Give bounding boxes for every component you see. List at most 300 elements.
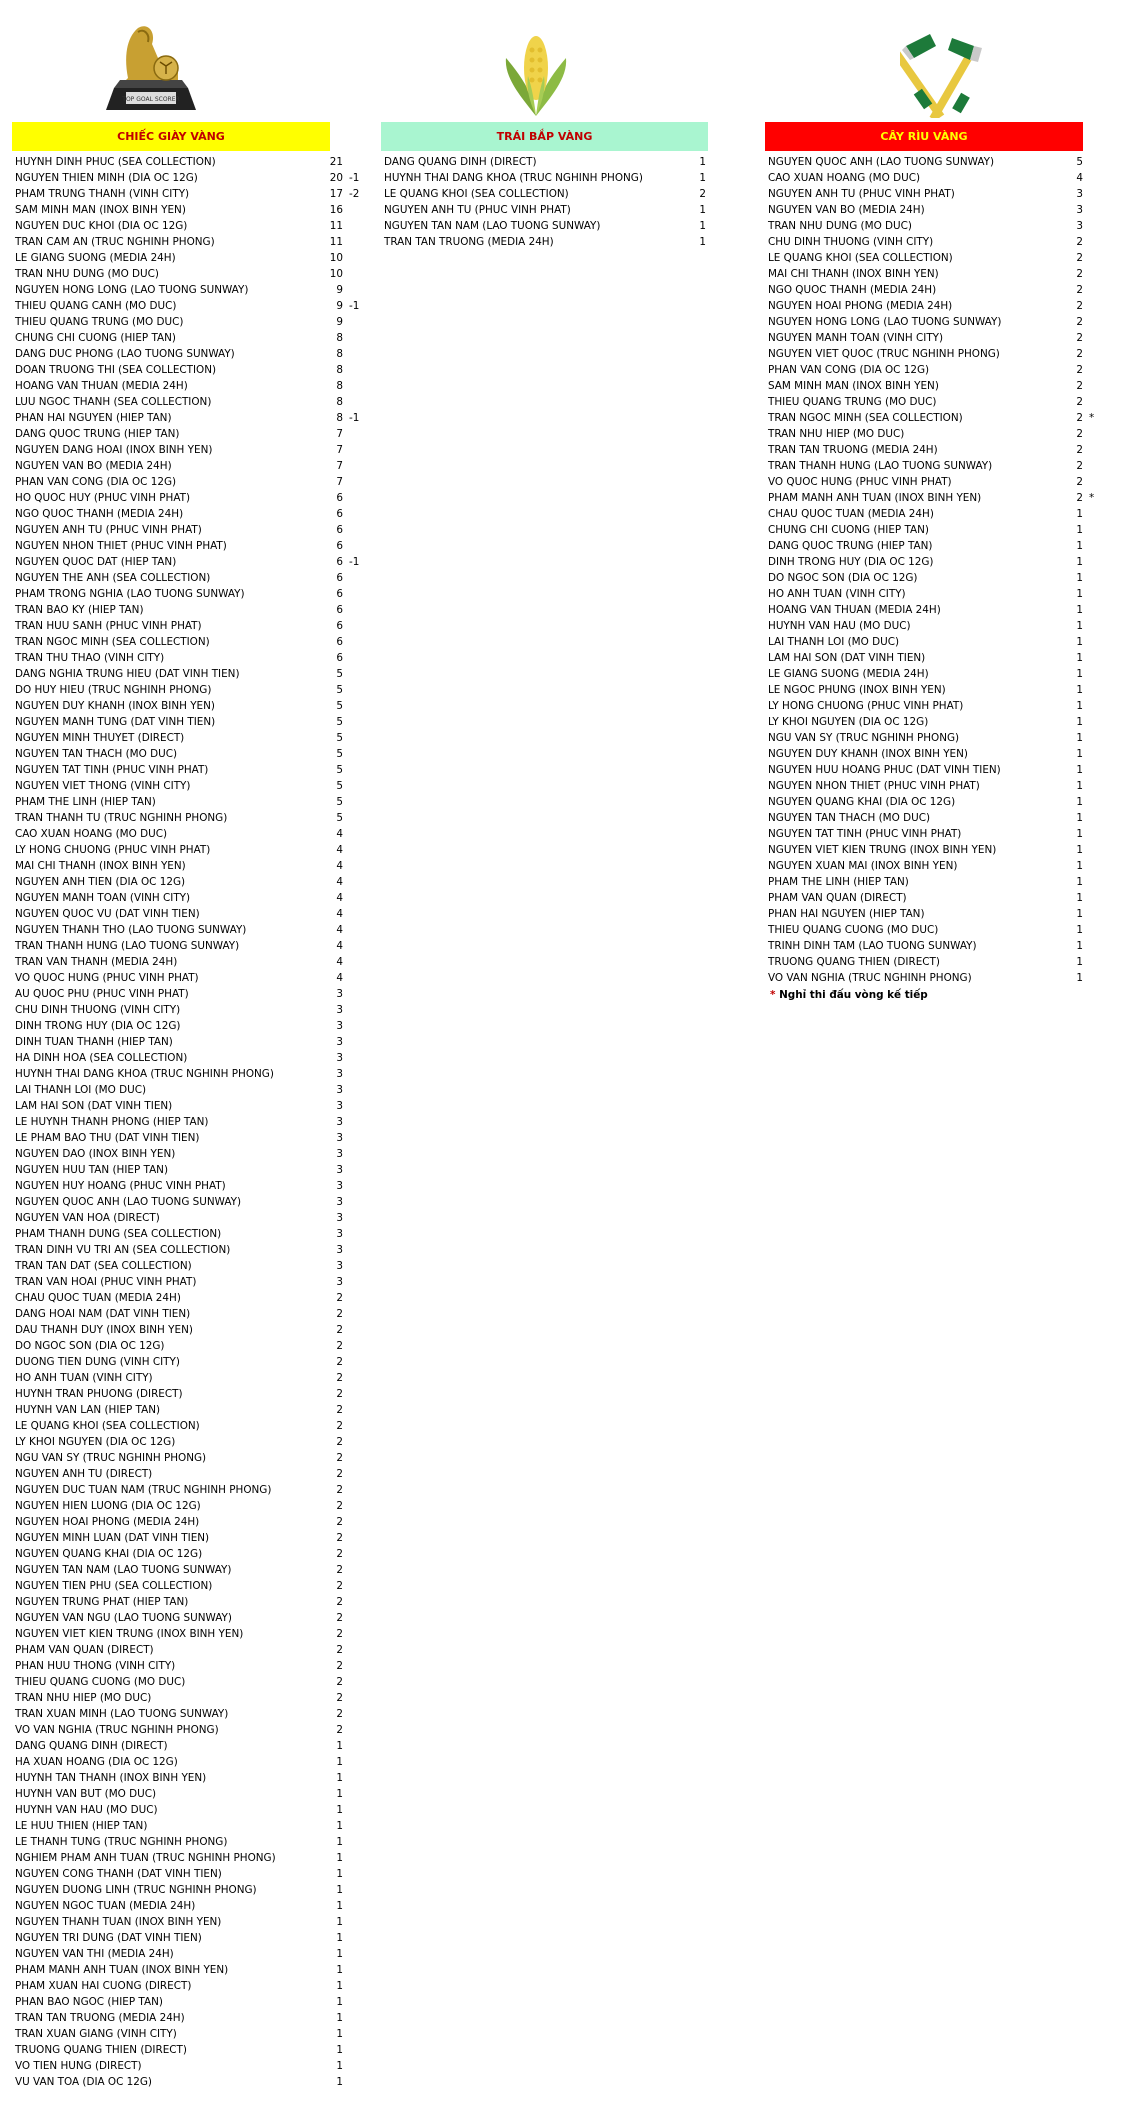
player-note: * (1089, 412, 1095, 424)
player-name: NGUYEN ANH TU (PHUC VINH PHAT) (768, 188, 955, 200)
trophy-plate-text: TOP GOAL SCORER (122, 96, 180, 103)
player-score: 8 (336, 396, 343, 408)
player-name: TRAN DINH VU TRI AN (SEA COLLECTION) (15, 1244, 231, 1256)
player-score: 1 (1076, 972, 1083, 984)
player-name: DANG NGHIA TRUNG HIEU (DAT VINH TIEN) (15, 668, 240, 680)
list-item (768, 282, 1103, 298)
list-item (15, 2074, 345, 2090)
list-item (15, 1466, 345, 1482)
player-name: LAI THANH LOI (MO DUC) (768, 636, 900, 648)
player-score: 2 (336, 1500, 343, 1512)
player-score: 6 (336, 540, 343, 552)
player-name: NGUYEN ANH TU (PHUC VINH PHAT) (15, 524, 202, 536)
list-item (15, 1594, 345, 1610)
player-name: HUYNH DINH PHUC (SEA COLLECTION) (15, 156, 216, 168)
player-name: PHAM MANH ANH TUAN (INOX BINH YEN) (15, 1964, 229, 1976)
player-name: NGU VAN SY (TRUC NGHINH PHONG) (768, 732, 960, 744)
player-score: 5 (336, 700, 343, 712)
player-name: HA XUAN HOANG (DIA OC 12G) (15, 1756, 178, 1768)
player-name: TRAN NHU HIEP (MO DUC) (768, 428, 905, 440)
player-name: NGUYEN DUONG LINH (TRUC NGHINH PHONG) (15, 1884, 257, 1896)
player-name: LAI THANH LOI (MO DUC) (15, 1084, 147, 1096)
player-name: NGUYEN QUOC DAT (HIEP TAN) (15, 556, 177, 568)
player-name: HO ANH TUAN (VINH CITY) (768, 588, 906, 600)
player-score: 6 (336, 492, 343, 504)
player-name: NGUYEN HONG LONG (LAO TUONG SUNWAY) (768, 316, 1002, 328)
player-name: NGUYEN ANH TU (DIRECT) (15, 1468, 153, 1480)
player-score: 3 (336, 1276, 343, 1288)
player-score: 2 (336, 1436, 343, 1448)
player-name: PHAM THE LINH (HIEP TAN) (15, 796, 156, 808)
list-item (15, 1386, 345, 1402)
list-item (15, 1290, 345, 1306)
list-item (768, 970, 1103, 986)
player-name: LE GIANG SUONG (MEDIA 24H) (768, 668, 929, 680)
list-item (15, 1994, 345, 2010)
list-item (15, 1178, 345, 1194)
player-score: 2 (336, 1308, 343, 1320)
player-name: LE NGOC PHUNG (INOX BINH YEN) (768, 684, 946, 696)
player-score: 1 (336, 1772, 343, 1784)
player-name: TRUONG QUANG THIEN (DIRECT) (768, 956, 940, 968)
player-score: 1 (1076, 508, 1083, 520)
player-score: 1 (1076, 844, 1083, 856)
player-name: NGUYEN TAT TINH (PHUC VINH PHAT) (768, 828, 962, 840)
player-score: 1 (336, 2060, 343, 2072)
list-item (15, 1402, 345, 1418)
player-score: 2 (336, 1452, 343, 1464)
list-item (15, 346, 345, 362)
player-score: 1 (1076, 780, 1083, 792)
player-score: 2 (699, 188, 706, 200)
player-score: 2 (336, 1692, 343, 1704)
player-score: 1 (336, 1868, 343, 1880)
player-score: 6 (336, 508, 343, 520)
header-chiec-giay-vang: CHIẾC GIÀY VÀNG (12, 122, 330, 151)
player-name: TRAN NHU DUNG (MO DUC) (15, 268, 159, 280)
player-name: LE QUANG KHOI (SEA COLLECTION) (15, 1420, 200, 1432)
player-name: PHAM XUAN HAI CUONG (DIRECT) (15, 1980, 192, 1992)
player-name: LY KHOI NGUYEN (DIA OC 12G) (15, 1436, 176, 1448)
player-score: 20 (329, 172, 343, 184)
player-score: 3 (336, 988, 343, 1000)
golden-boot-trophy-icon (96, 18, 206, 113)
list-item (15, 810, 345, 826)
list-item (768, 538, 1103, 554)
player-name: LE HUU THIEN (HIEP TAN) (15, 1820, 148, 1832)
list-item (15, 970, 345, 986)
player-name: THIEU QUANG TRUNG (MO DUC) (768, 396, 937, 408)
player-name: PHAM TRUNG THANH (VINH CITY) (15, 188, 190, 200)
player-name: NGUYEN HOAI PHONG (MEDIA 24H) (15, 1516, 200, 1528)
player-name: THIEU QUANG CUONG (MO DUC) (15, 1676, 186, 1688)
player-score: 2 (336, 1580, 343, 1592)
player-score: 1 (699, 156, 706, 168)
player-score: 2 (336, 1644, 343, 1656)
player-score: 7 (336, 428, 343, 440)
player-score: 3 (336, 1132, 343, 1144)
list-item (15, 586, 345, 602)
list-item (768, 682, 1103, 698)
list-item (15, 1162, 345, 1178)
player-score: 2 (1076, 268, 1083, 280)
player-score: 3 (336, 1164, 343, 1176)
list-item (15, 2026, 345, 2042)
list-item (15, 1514, 345, 1530)
player-score: 5 (336, 716, 343, 728)
list-item (15, 986, 345, 1002)
list-item (15, 746, 345, 762)
list-item (768, 842, 1103, 858)
player-name: NGUYEN VAN THI (MEDIA 24H) (15, 1948, 174, 1960)
list-item (15, 394, 345, 410)
player-name: NGUYEN MANH TUNG (DAT VINH TIEN) (15, 716, 216, 728)
player-name: TRAN XUAN GIANG (VINH CITY) (15, 2028, 177, 2040)
list-item (768, 826, 1103, 842)
player-score: 3 (336, 1196, 343, 1208)
list-item (768, 170, 1103, 186)
player-name: DINH TRONG HUY (DIA OC 12G) (15, 1020, 181, 1032)
player-score: 4 (336, 892, 343, 904)
list-item (15, 1690, 345, 1706)
player-name: NGUYEN MINH THUYET (DIRECT) (15, 732, 185, 744)
player-name: TRAN TAN TRUONG (MEDIA 24H) (384, 236, 554, 248)
player-score: 2 (1076, 348, 1083, 360)
player-name: VO QUOC HUNG (PHUC VINH PHAT) (15, 972, 199, 984)
player-name: PHAN HAI NGUYEN (HIEP TAN) (15, 412, 172, 424)
player-name: TRAN BAO KY (HIEP TAN) (15, 604, 144, 616)
player-score: 1 (336, 1932, 343, 1944)
player-name: LE HUYNH THANH PHONG (HIEP TAN) (15, 1116, 209, 1128)
list-item (768, 554, 1103, 570)
list-item (15, 618, 345, 634)
list-item (15, 250, 345, 266)
list-item (15, 842, 345, 858)
player-name: DOAN TRUONG THI (SEA COLLECTION) (15, 364, 217, 376)
player-name: NGUYEN DUY KHANH (INOX BINH YEN) (15, 700, 215, 712)
list-item (15, 1658, 345, 1674)
list-item (15, 202, 345, 218)
list-item (15, 1706, 345, 1722)
list-item (15, 1274, 345, 1290)
player-score: 2 (336, 1404, 343, 1416)
list-item (15, 458, 345, 474)
player-name: NGUYEN NHON THIET (PHUC VINH PHAT) (15, 540, 227, 552)
player-score: 6 (336, 588, 343, 600)
list-item (768, 362, 1103, 378)
list-item (15, 1946, 345, 1962)
player-name: HOANG VAN THUAN (MEDIA 24H) (15, 380, 188, 392)
player-name: NGUYEN ANH TU (PHUC VINH PHAT) (384, 204, 571, 216)
list-item (15, 714, 345, 730)
player-score: 2 (1076, 412, 1083, 424)
player-score: 1 (1076, 812, 1083, 824)
player-name: NGUYEN TAN THACH (MO DUC) (15, 748, 178, 760)
golden-corn-list (384, 154, 709, 250)
player-score: 3 (336, 1052, 343, 1064)
player-name: NGO QUOC THANH (MEDIA 24H) (15, 508, 184, 520)
list-item (15, 1210, 345, 1226)
player-name: NGUYEN THANH THO (LAO TUONG SUNWAY) (15, 924, 247, 936)
player-name: HUYNH TRAN PHUONG (DIRECT) (15, 1388, 183, 1400)
header-cay-riu-vang: CÂY RÌU VÀNG (765, 122, 1083, 151)
list-item (15, 794, 345, 810)
list-item (15, 1530, 345, 1546)
player-score: 1 (1076, 556, 1083, 568)
list-item (768, 266, 1103, 282)
player-name: NGUYEN HUU TAN (HIEP TAN) (15, 1164, 169, 1176)
player-name: LAM HAI SON (DAT VINH TIEN) (15, 1100, 173, 1112)
player-score: 3 (336, 1100, 343, 1112)
list-item (768, 426, 1103, 442)
player-note: * (1089, 492, 1095, 504)
player-name: HOANG VAN THUAN (MEDIA 24H) (768, 604, 941, 616)
player-name: CHAU QUOC TUAN (MEDIA 24H) (15, 1292, 181, 1304)
player-score: 3 (336, 1228, 343, 1240)
list-item (15, 1434, 345, 1450)
list-item (768, 474, 1103, 490)
player-score: 2 (336, 1484, 343, 1496)
list-item (15, 538, 345, 554)
list-item (15, 2042, 345, 2058)
player-name: AU QUOC PHU (PHUC VINH PHAT) (15, 988, 189, 1000)
player-score: 6 (336, 524, 343, 536)
player-score: 1 (336, 1836, 343, 1848)
list-item (15, 234, 345, 250)
player-score: 2 (1076, 300, 1083, 312)
list-item (15, 1370, 345, 1386)
player-name: DANG DUC PHONG (LAO TUONG SUNWAY) (15, 348, 235, 360)
list-item (768, 666, 1103, 682)
player-name: CAO XUAN HOANG (MO DUC) (15, 828, 168, 840)
list-item (768, 298, 1103, 314)
player-name: PHAM MANH ANH TUAN (INOX BINH YEN) (768, 492, 982, 504)
player-name: LY KHOI NGUYEN (DIA OC 12G) (768, 716, 929, 728)
player-name: HUYNH VAN BUT (MO DUC) (15, 1788, 157, 1800)
list-item (15, 1482, 345, 1498)
player-score: 3 (1076, 220, 1083, 232)
player-score: 7 (336, 460, 343, 472)
player-name: NGUYEN QUANG KHAI (DIA OC 12G) (768, 796, 956, 808)
list-item (15, 602, 345, 618)
player-score: 1 (336, 1900, 343, 1912)
list-item (15, 266, 345, 282)
player-name: NGUYEN DUC TUAN NAM (TRUC NGHINH PHONG) (15, 1484, 272, 1496)
player-score: 1 (699, 236, 706, 248)
list-item (15, 490, 345, 506)
player-name: TRAN CAM AN (TRUC NGHINH PHONG) (15, 236, 215, 248)
list-item (15, 1034, 345, 1050)
player-name: NGUYEN HUY HOANG (PHUC VINH PHAT) (15, 1180, 226, 1192)
player-name: CAO XUAN HOANG (MO DUC) (768, 172, 921, 184)
player-name: HUYNH THAI DANG KHOA (TRUC NGHINH PHONG) (384, 172, 643, 184)
list-item (768, 378, 1103, 394)
player-score: 1 (336, 1884, 343, 1896)
list-item (15, 186, 360, 202)
list-item (15, 1498, 345, 1514)
player-score: 2 (1076, 476, 1083, 488)
player-score: 1 (336, 1740, 343, 1752)
list-item (15, 474, 345, 490)
player-score: 2 (1076, 444, 1083, 456)
player-score: 1 (1076, 588, 1083, 600)
list-item (768, 154, 1103, 170)
player-score: 5 (336, 732, 343, 744)
player-name: PHAN VAN CONG (DIA OC 12G) (768, 364, 930, 376)
player-score: 2 (336, 1356, 343, 1368)
player-score: 1 (336, 1980, 343, 1992)
player-score: 1 (336, 1964, 343, 1976)
list-item (15, 570, 345, 586)
list-item (768, 506, 1103, 522)
player-name: SAM MINH MAN (INOX BINH YEN) (768, 380, 939, 392)
player-score: 9 (336, 284, 343, 296)
player-score: 4 (336, 940, 343, 952)
list-item (15, 1082, 345, 1098)
list-item (15, 1018, 345, 1034)
player-score: 3 (336, 1036, 343, 1048)
player-name: LE GIANG SUONG (MEDIA 24H) (15, 252, 176, 264)
player-name: TRAN THANH TU (TRUC NGHINH PHONG) (15, 812, 228, 824)
player-score: 3 (336, 1116, 343, 1128)
player-name: NGU VAN SY (TRUC NGHINH PHONG) (15, 1452, 207, 1464)
list-item (15, 1850, 345, 1866)
player-name: NGUYEN VIET KIEN TRUNG (INOX BINH YEN) (768, 844, 997, 856)
player-score: 1 (336, 1756, 343, 1768)
player-score: 2 (336, 1660, 343, 1672)
player-name: HUYNH THAI DANG KHOA (TRUC NGHINH PHONG) (15, 1068, 274, 1080)
player-name: NGUYEN XUAN MAI (INOX BINH YEN) (768, 860, 958, 872)
player-score: 10 (329, 252, 343, 264)
player-name: TRAN TAN DAT (SEA COLLECTION) (15, 1260, 192, 1272)
player-score: 5 (336, 812, 343, 824)
list-item (15, 1242, 345, 1258)
player-name: PHAM THANH DUNG (SEA COLLECTION) (15, 1228, 222, 1240)
player-score: 2 (336, 1532, 343, 1544)
player-score: 1 (699, 172, 706, 184)
list-item (15, 1050, 345, 1066)
list-item (768, 458, 1103, 474)
player-score: 2 (336, 1324, 343, 1336)
list-item (15, 666, 345, 682)
player-name: NGUYEN THIEN MINH (DIA OC 12G) (15, 172, 198, 184)
player-name: VU VAN TOA (DIA OC 12G) (15, 2076, 152, 2088)
player-score: 2 (1076, 332, 1083, 344)
player-name: TRAN VAN THANH (MEDIA 24H) (15, 956, 178, 968)
player-name: NGUYEN TAN NAM (LAO TUONG SUNWAY) (15, 1564, 232, 1576)
corn-icon (496, 28, 576, 118)
list-item (15, 2058, 345, 2074)
player-score: 8 (336, 364, 343, 376)
player-score: 10 (329, 268, 343, 280)
player-score: 3 (336, 1180, 343, 1192)
list-item (15, 522, 345, 538)
player-score: 1 (1076, 540, 1083, 552)
player-score: 2 (1076, 492, 1083, 504)
player-score: 3 (336, 1004, 343, 1016)
list-item (15, 1130, 345, 1146)
player-name: TRAN THU THAO (VINH CITY) (15, 652, 165, 664)
player-score: 1 (1076, 956, 1083, 968)
list-item (15, 1306, 345, 1322)
player-note: -1 (349, 412, 360, 424)
list-item (15, 218, 345, 234)
player-score: 8 (336, 332, 343, 344)
player-name: NGUYEN MINH LUAN (DAT VINH TIEN) (15, 1532, 210, 1544)
list-item (15, 2010, 345, 2026)
player-name: MAI CHI THANH (INOX BINH YEN) (15, 860, 186, 872)
list-item (15, 1562, 345, 1578)
list-item (768, 394, 1103, 410)
player-name: NGUYEN HONG LONG (LAO TUONG SUNWAY) (15, 284, 249, 296)
player-name: TRAN TAN TRUONG (MEDIA 24H) (15, 2012, 185, 2024)
player-name: NGHIEM PHAM ANH TUAN (TRUC NGHINH PHONG) (15, 1852, 276, 1864)
player-name: PHAM VAN QUAN (DIRECT) (768, 892, 907, 904)
player-score: 2 (336, 1564, 343, 1576)
player-name: NGUYEN QUOC ANH (LAO TUONG SUNWAY) (15, 1196, 242, 1208)
player-name: NGUYEN THE ANH (SEA COLLECTION) (15, 572, 211, 584)
list-item (15, 906, 345, 922)
player-name: HA DINH HOA (SEA COLLECTION) (15, 1052, 188, 1064)
list-item (384, 234, 709, 250)
player-note: -1 (349, 556, 360, 568)
list-item (15, 1546, 345, 1562)
player-name: NGUYEN VAN BO (MEDIA 24H) (768, 204, 925, 216)
list-item (15, 378, 345, 394)
player-name: PHAM VAN QUAN (DIRECT) (15, 1644, 154, 1656)
player-name: TRAN NGOC MINH (SEA COLLECTION) (15, 636, 210, 648)
player-name: NGUYEN DUY KHANH (INOX BINH YEN) (768, 748, 968, 760)
list-item (15, 730, 345, 746)
list-item (15, 154, 345, 170)
player-note: -1 (349, 300, 360, 312)
list-item (768, 186, 1103, 202)
player-score: 2 (1076, 284, 1083, 296)
player-score: 4 (1076, 172, 1083, 184)
player-name: HUYNH TAN THANH (INOX BINH YEN) (15, 1772, 207, 1784)
player-name: TRAN TAN TRUONG (MEDIA 24H) (768, 444, 938, 456)
player-score: 1 (1076, 796, 1083, 808)
list-item (15, 1642, 345, 1658)
player-name: PHAN BAO NGOC (HIEP TAN) (15, 1996, 163, 2008)
list-item (384, 202, 709, 218)
player-score: 2 (1076, 364, 1083, 376)
player-name: NGUYEN VIET QUOC (TRUC NGHINH PHONG) (768, 348, 1000, 360)
player-name: LE THANH TUNG (TRUC NGHINH PHONG) (15, 1836, 228, 1848)
player-score: 3 (1076, 188, 1083, 200)
list-item (768, 730, 1103, 746)
list-item (15, 1834, 345, 1850)
list-item (768, 698, 1103, 714)
player-name: NGUYEN NHON THIET (PHUC VINH PHAT) (768, 780, 980, 792)
player-score: 1 (1076, 860, 1083, 872)
player-name: VO QUOC HUNG (PHUC VINH PHAT) (768, 476, 952, 488)
list-item (15, 1626, 345, 1642)
list-item (15, 954, 345, 970)
player-score: 1 (1076, 748, 1083, 760)
player-name: LY HONG CHUONG (PHUC VINH PHAT) (768, 700, 964, 712)
list-item (15, 922, 345, 938)
player-score: 3 (336, 1260, 343, 1272)
list-item (768, 634, 1103, 650)
player-name: NGUYEN TIEN PHU (SEA COLLECTION) (15, 1580, 213, 1592)
player-name: TRAN VAN HOAI (PHUC VINH PHAT) (15, 1276, 197, 1288)
list-item (15, 1354, 345, 1370)
player-name: TRINH DINH TAM (LAO TUONG SUNWAY) (768, 940, 977, 952)
player-score: 11 (329, 236, 343, 248)
list-item (15, 1674, 345, 1690)
player-score: 3 (336, 1148, 343, 1160)
